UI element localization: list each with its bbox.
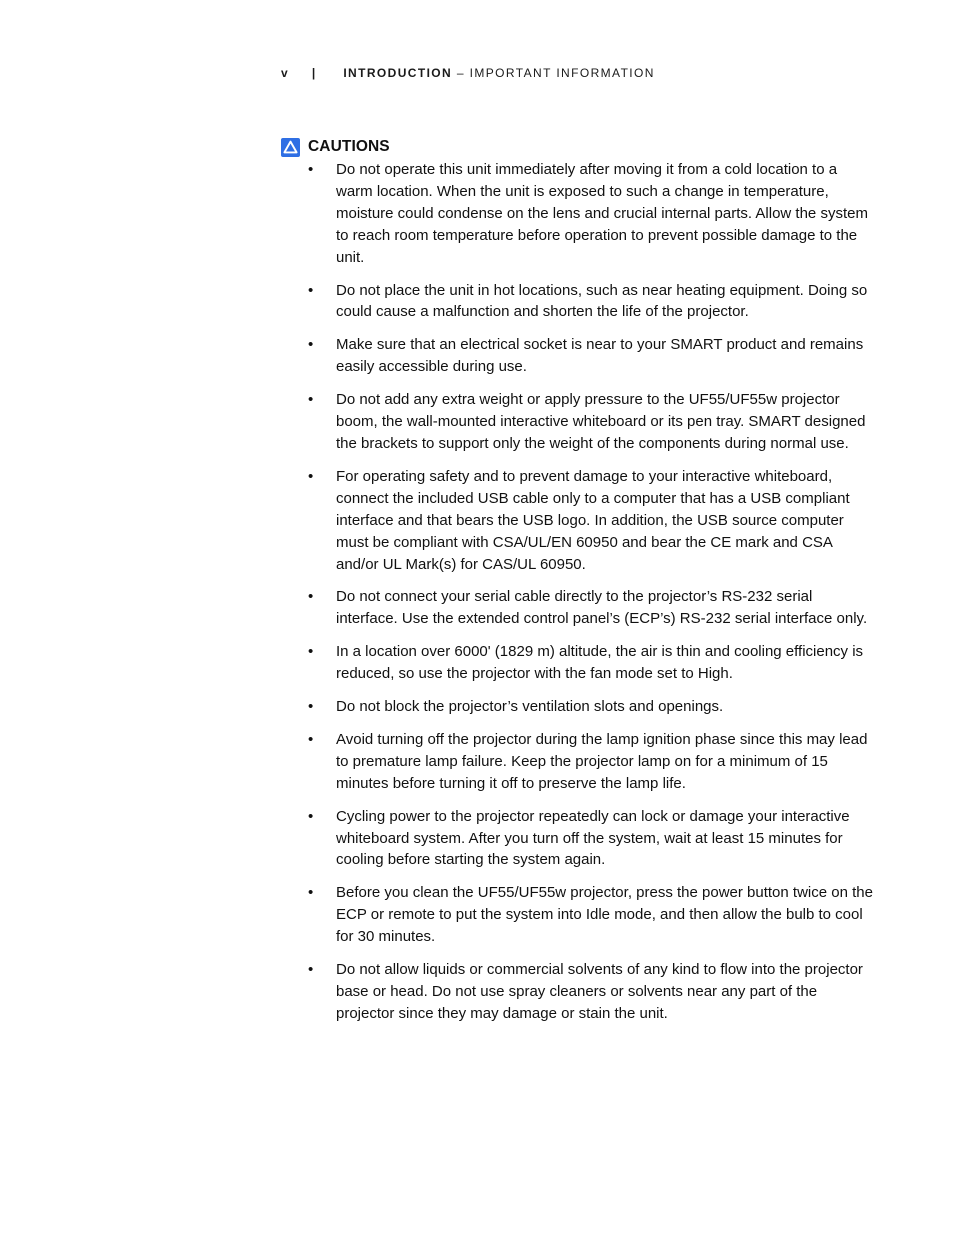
caution-triangle-icon	[281, 138, 300, 157]
running-header	[281, 66, 655, 80]
cautions-heading	[281, 137, 881, 157]
caution-text: For operating safety and to prevent damage to your interactive whiteboard, connect the included USB cable only to a computer that has a USB compliant interface and that bears the USB logo. In addition, the USB source computer must be compliant with CSA/UL/EN 60950 and bear the CE mark and CSA and/or UL Mark(s) for CAS/UL 60950.	[336, 467, 850, 573]
bullet-point: •	[308, 281, 314, 299]
bullet-point: •	[308, 336, 314, 354]
cautions-list	[281, 159, 881, 1025]
caution-text: Do not connect your serial cable directly to the projector’s RS-232 serial interface. Use the extended control panel’s (ECP’s) RS-232 serial interface only.	[336, 588, 868, 628]
caution-item	[281, 641, 876, 685]
caution-item	[281, 159, 876, 269]
caution-text: Do not add any extra weight or apply pressure to the UF55/UF55w projector boom, the wall-mounted interactive whiteboard or its pen tray. SMART designed the brackets to support only the weight of the components during normal use.	[336, 391, 866, 452]
bullet-point: •	[308, 961, 314, 979]
caution-item	[281, 280, 876, 324]
bullet-point: •	[308, 588, 314, 606]
caution-text: Make sure that an electrical socket is near to your SMART product and remains easily accessible during use.	[336, 336, 864, 376]
bullet-point: •	[308, 391, 314, 409]
caution-text: Cycling power to the projector repeatedly can lock or damage your interactive whiteboard system. After you turn off the system, wait at least 15 minutes for cooling before starting the system again.	[336, 807, 850, 869]
caution-text: Do not operate this unit immediately after moving it from a cold location to a warm location. When the unit is exposed to such a change in temperature, moisture could condense on the lens and crucial internal parts. Allow the system to reach room temperature before operation to prevent possible damage to the unit.	[336, 161, 868, 266]
bullet-point: •	[308, 698, 314, 716]
caution-item	[281, 806, 876, 872]
bullet-point: •	[308, 467, 314, 485]
caution-item	[281, 882, 876, 948]
header-separator: |	[311, 66, 317, 80]
caution-text: Do not allow liquids or commercial solvents of any kind to flow into the projector base or head. Do not use spray cleaners or solvents near any part of the projector since they may damage or stain the unit.	[336, 961, 863, 1022]
bullet-point: •	[308, 730, 314, 748]
caution-text: Do not block the projector’s ventilation slots and openings.	[336, 698, 724, 716]
cautions-section	[281, 137, 881, 1036]
section-title: – IMPORTANT INFORMATION	[456, 66, 655, 80]
chapter-title: INTRODUCTION	[343, 66, 453, 80]
caution-text: Avoid turning off the projector during the lamp ignition phase since this may lead to premature lamp failure. Keep the projector lamp on for a minimum of 15 minutes before turning it off to preserve the lamp life.	[336, 730, 868, 792]
caution-text: Before you clean the UF55/UF55w projector, press the power button twice on the ECP or remote to put the system into Idle mode, and then allow the bulb to cool for 30 minutes.	[336, 884, 873, 946]
bullet-point: •	[308, 807, 314, 825]
caution-item	[281, 389, 876, 455]
caution-text: In a location over 6000' (1829 m) altitude, the air is thin and cooling efficiency is reduced, so use the projector with the fan mode set to High.	[336, 643, 864, 683]
caution-item	[281, 729, 876, 795]
caution-text: Do not place the unit in hot locations, such as near heating equipment. Doing so could cause a malfunction and shorten the life of the projector.	[336, 281, 868, 321]
bullet-point: •	[308, 884, 314, 902]
cautions-title: CAUTIONS	[308, 138, 390, 155]
caution-item	[281, 959, 876, 1025]
caution-item	[281, 334, 876, 378]
bullet-point: •	[308, 643, 314, 661]
caution-item	[281, 696, 876, 718]
caution-item	[281, 586, 876, 630]
caution-item	[281, 466, 876, 576]
bullet-point: •	[308, 161, 314, 178]
page-number: v	[281, 66, 290, 80]
